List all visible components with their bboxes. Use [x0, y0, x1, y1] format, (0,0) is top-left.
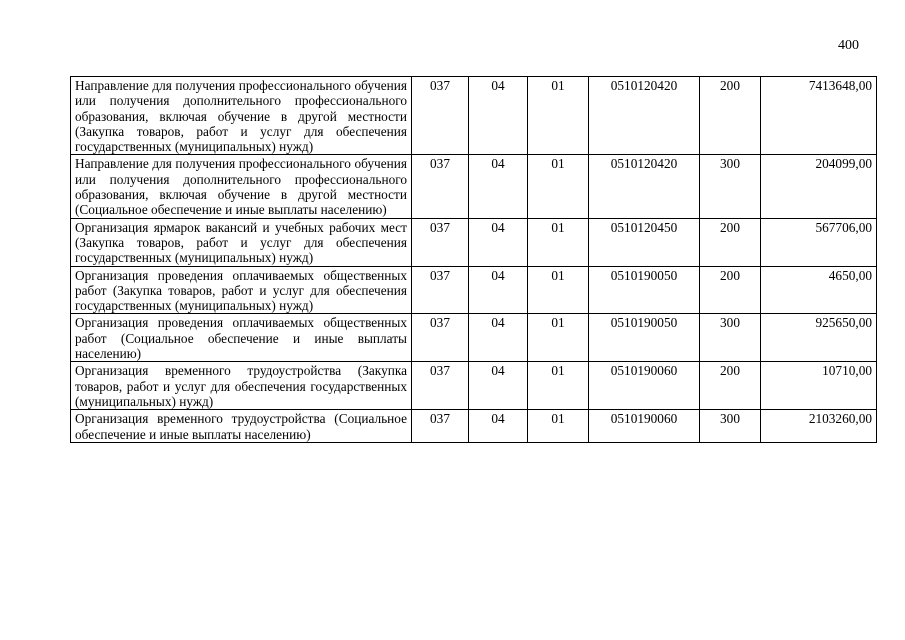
subsection-code: 01	[528, 362, 589, 410]
table-row	[71, 362, 877, 410]
amount: 204099,00	[761, 155, 877, 218]
expense-type-code: 200	[700, 77, 761, 155]
subsection-code: 01	[528, 410, 589, 443]
target-article-code: 0510120420	[589, 77, 700, 155]
target-article-code: 0510120420	[589, 155, 700, 218]
expense-type-code: 200	[700, 362, 761, 410]
target-article-code: 0510190050	[589, 314, 700, 362]
expense-type-code: 200	[700, 266, 761, 314]
section-code: 04	[469, 266, 528, 314]
ministry-code: 037	[412, 77, 469, 155]
subsection-code: 01	[528, 155, 589, 218]
section-code: 04	[469, 410, 528, 443]
page-number: 400	[838, 38, 859, 53]
table-row	[71, 155, 877, 218]
table-row	[71, 218, 877, 266]
ministry-code: 037	[412, 410, 469, 443]
section-code: 04	[469, 155, 528, 218]
row-description: Организация временного трудоустройства (Социальное обеспечение и иные выплаты населению)	[71, 410, 412, 443]
expense-type-code: 300	[700, 155, 761, 218]
amount: 7413648,00	[761, 77, 877, 155]
target-article-code: 0510120450	[589, 218, 700, 266]
row-description: Направление для получения профессионального обучения или получения дополнительного профессионального образования, включая обучение в другой местности (Закупка товаров, работ и услуг для обеспечения государственных (муниципальных) нужд)	[71, 77, 412, 155]
subsection-code: 01	[528, 218, 589, 266]
expense-type-code: 300	[700, 410, 761, 443]
target-article-code: 0510190060	[589, 362, 700, 410]
target-article-code: 0510190050	[589, 266, 700, 314]
amount: 567706,00	[761, 218, 877, 266]
row-description: Организация проведения оплачиваемых общественных работ (Социальное обеспечение и иные выплаты населению)	[71, 314, 412, 362]
section-code: 04	[469, 362, 528, 410]
budget-table	[70, 76, 877, 443]
expense-type-code: 300	[700, 314, 761, 362]
table-row	[71, 410, 877, 443]
section-code: 04	[469, 77, 528, 155]
target-article-code: 0510190060	[589, 410, 700, 443]
subsection-code: 01	[528, 314, 589, 362]
table-row	[71, 77, 877, 155]
amount: 4650,00	[761, 266, 877, 314]
row-description: Организация ярмарок вакансий и учебных рабочих мест (Закупка товаров, работ и услуг для обеспечения государственных (муниципальных) нужд)	[71, 218, 412, 266]
row-description: Организация проведения оплачиваемых общественных работ (Закупка товаров, работ и услуг для обеспечения государственных (муниципальных) нужд)	[71, 266, 412, 314]
ministry-code: 037	[412, 362, 469, 410]
amount: 925650,00	[761, 314, 877, 362]
subsection-code: 01	[528, 77, 589, 155]
ministry-code: 037	[412, 218, 469, 266]
table-row	[71, 314, 877, 362]
ministry-code: 037	[412, 266, 469, 314]
table-row	[71, 266, 877, 314]
section-code: 04	[469, 314, 528, 362]
row-description: Направление для получения профессионального обучения или получения дополнительного профессионального образования, включая обучение в другой местности (Социальное обеспечение и иные выплаты населению)	[71, 155, 412, 218]
ministry-code: 037	[412, 314, 469, 362]
amount: 10710,00	[761, 362, 877, 410]
expense-type-code: 200	[700, 218, 761, 266]
ministry-code: 037	[412, 155, 469, 218]
subsection-code: 01	[528, 266, 589, 314]
row-description: Организация временного трудоустройства (Закупка товаров, работ и услуг для обеспечения государственных (муниципальных) нужд)	[71, 362, 412, 410]
amount: 2103260,00	[761, 410, 877, 443]
section-code: 04	[469, 218, 528, 266]
